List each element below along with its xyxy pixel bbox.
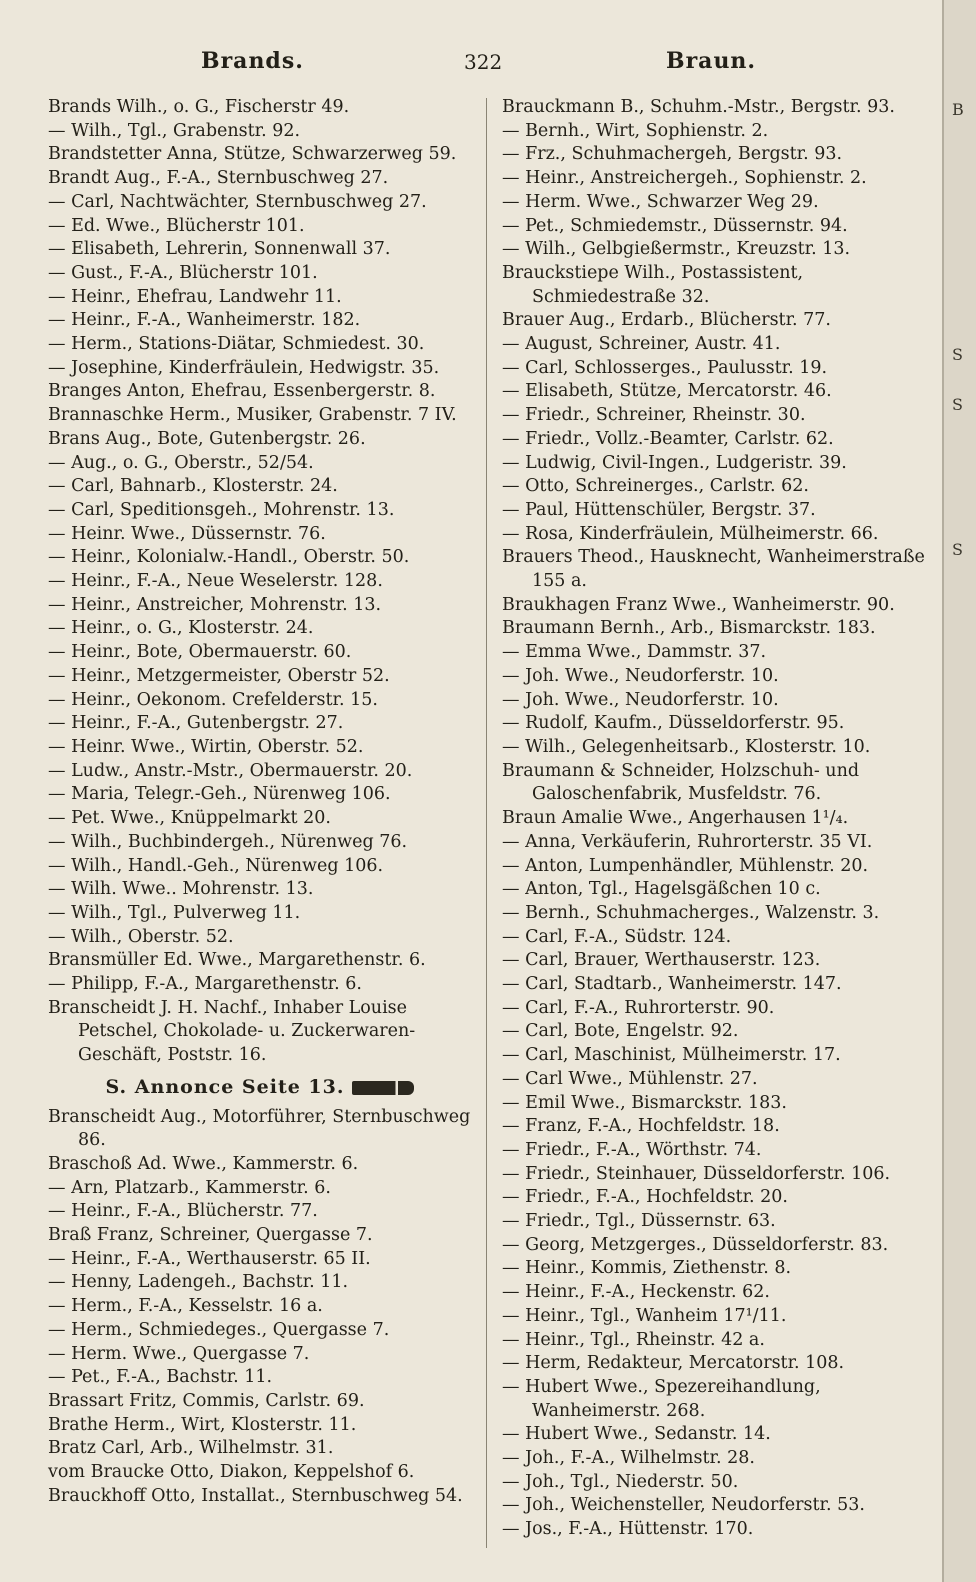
directory-entry: — Joh., Weichensteller, Neudorferstr. 53. bbox=[502, 1495, 865, 1516]
directory-entry: — Rudolf, Kaufm., Düsseldorferstr. 95. bbox=[502, 713, 845, 734]
directory-entry: — Ludw., Anstr.-Mstr., Obermauerstr. 20. bbox=[48, 760, 413, 781]
directory-entry: — Carl, F.-A., Ruhrorterstr. 90. bbox=[502, 997, 775, 1018]
directory-entry: — Heinr., F.-A., Blücherstr. 77. bbox=[48, 1201, 318, 1222]
directory-entry: — Elisabeth, Stütze, Mercatorstr. 46. bbox=[502, 381, 832, 402]
directory-entry: — Hubert Wwe., Sedanstr. 14. bbox=[502, 1424, 771, 1445]
directory-entry: — Joh., Tgl., Niederstr. 50. bbox=[502, 1471, 739, 1492]
directory-entry: — Heinr., Anstreichergeh., Sophienstr. 2. bbox=[502, 168, 867, 189]
directory-entry: Branscheidt Aug., Motorführer, Sternbuschweg 86. bbox=[48, 1106, 471, 1151]
directory-entry: — Joh. Wwe., Neudorferstr. 10. bbox=[502, 689, 779, 710]
right-entry-list bbox=[502, 96, 936, 1542]
column-divider bbox=[486, 98, 487, 1548]
directory-entry: — Carl, Bahnarb., Klosterstr. 24. bbox=[48, 476, 338, 497]
directory-entry: — Friedr., Steinhauer, Düsseldorferstr. 106. bbox=[502, 1163, 891, 1184]
directory-entry: — Josephine, Kinderfräulein, Hedwigstr. 35. bbox=[48, 357, 440, 378]
header-left-keyword: Brands. bbox=[201, 48, 304, 74]
directory-entry: — Maria, Telegr.-Geh., Nürenweg 106. bbox=[48, 784, 391, 805]
directory-entry: — Carl, Stadtarb., Wanheimerstr. 147. bbox=[502, 974, 842, 995]
directory-entry: — Wilh., Gelegenheitsarb., Klosterstr. 10. bbox=[502, 736, 871, 757]
directory-entry: — Joh., F.-A., Wilhelmstr. 28. bbox=[502, 1448, 755, 1469]
directory-entry: — Herm. Wwe., Quergasse 7. bbox=[48, 1343, 310, 1364]
directory-entry: — Emma Wwe., Dammstr. 37. bbox=[502, 642, 767, 663]
directory-entry: Bransmüller Ed. Wwe., Margarethenstr. 6. bbox=[48, 950, 426, 971]
directory-entry: Braun Amalie Wwe., Angerhausen 1¹/₄. bbox=[502, 808, 849, 829]
directory-entry: — Friedr., F.-A., Hochfeldstr. 20. bbox=[502, 1187, 788, 1208]
directory-entry: — Heinr., o. G., Klosterstr. 24. bbox=[48, 618, 314, 639]
directory-entry: Brands Wilh., o. G., Fischerstr 49. bbox=[48, 97, 350, 117]
directory-entry: — Heinr. Wwe., Wirtin, Oberstr. 52. bbox=[48, 736, 364, 757]
announcement bbox=[48, 1076, 472, 1100]
directory-entry: Braumann Bernh., Arb., Bismarckstr. 183. bbox=[502, 618, 876, 639]
directory-entry: — Gust., F.-A., Blücherstr 101. bbox=[48, 262, 318, 283]
directory-entry: — Wilh., Gelbgießermstr., Kreuzstr. 13. bbox=[502, 239, 851, 260]
directory-entry: — Anna, Verkäuferin, Ruhrorterstr. 35 VI. bbox=[502, 831, 873, 852]
directory-entry: — Pet., Schmiedemstr., Düssernstr. 94. bbox=[502, 215, 848, 236]
directory-entry: — Herm., Stations-Diätar, Schmiedest. 30. bbox=[48, 334, 425, 355]
directory-entry: — Heinr., F.-A., Heckenstr. 62. bbox=[502, 1282, 770, 1303]
adjacent-page-letter: S bbox=[952, 345, 963, 364]
directory-entry: — Joh. Wwe., Neudorferstr. 10. bbox=[502, 665, 779, 686]
directory-entry: — Heinr., Ehefrau, Landwehr 11. bbox=[48, 286, 342, 307]
directory-entry: — Heinr. Wwe., Düssernstr. 76. bbox=[48, 523, 326, 544]
directory-entry: — Heinr., Anstreicher, Mohrenstr. 13. bbox=[48, 594, 382, 615]
directory-entry: Brauers Theod., Hausknecht, Wanheimerstraße 155 a. bbox=[502, 547, 925, 592]
directory-entry: Braumann & Schneider, Holzschuh- und Galoschenfabrik, Musfeldstr. 76. bbox=[502, 760, 860, 805]
directory-entry: — Ludwig, Civil-Ingen., Ludgeristr. 39. bbox=[502, 452, 847, 473]
directory-entry: — Wilh., Tgl., Grabenstr. 92. bbox=[48, 120, 301, 141]
adjacent-page-edge bbox=[942, 0, 976, 1582]
adjacent-page-letter: B bbox=[952, 100, 964, 119]
directory-entry: — Heinr., F.-A., Werthauserstr. 65 II. bbox=[48, 1248, 371, 1269]
left-column bbox=[48, 96, 472, 1508]
directory-entry: — Carl, Nachtwächter, Sternbuschweg 27. bbox=[48, 191, 427, 212]
directory-entry: Brauckhoff Otto, Installat., Sternbuschweg 54. bbox=[48, 1485, 463, 1506]
directory-entry: — Friedr., F.-A., Wörthstr. 74. bbox=[502, 1139, 762, 1160]
directory-entry: — Heinr., Metzgermeister, Oberstr 52. bbox=[48, 665, 390, 686]
directory-entry: — Otto, Schreinerges., Carlstr. 62. bbox=[502, 476, 809, 497]
directory-entry: — Carl Wwe., Mühlenstr. 27. bbox=[502, 1068, 758, 1089]
directory-entry: Brans Aug., Bote, Gutenbergstr. 26. bbox=[48, 428, 366, 449]
directory-entry: — Bernh., Schuhmacherges., Walzenstr. 3. bbox=[502, 902, 880, 923]
directory-entry: — Carl, Maschinist, Mülheimerstr. 17. bbox=[502, 1045, 841, 1066]
directory-entry: — Aug., o. G., Oberstr., 52/54. bbox=[48, 452, 314, 473]
directory-entry: — Ed. Wwe., Blücherstr 101. bbox=[48, 215, 305, 236]
directory-entry: — Wilh., Handl.-Geh., Nürenweg 106. bbox=[48, 855, 384, 876]
directory-entry: — Georg, Metzgerges., Düsseldorferstr. 83. bbox=[502, 1234, 889, 1255]
directory-entry: — Jos., F.-A., Hüttenstr. 170. bbox=[502, 1519, 754, 1540]
directory-entry: — Emil Wwe., Bismarckstr. 183. bbox=[502, 1092, 787, 1113]
directory-entry: — Pet., F.-A., Bachstr. 11. bbox=[48, 1367, 273, 1388]
directory-entry: — Heinr., Tgl., Rheinstr. 42 a. bbox=[502, 1329, 765, 1350]
directory-entry: — Heinr., F.-A., Neue Weselerstr. 128. bbox=[48, 571, 383, 592]
directory-entry: Braukhagen Franz Wwe., Wanheimerstr. 90. bbox=[502, 594, 895, 615]
directory-entry: — Carl, Bote, Engelstr. 92. bbox=[502, 1021, 739, 1042]
directory-entry: — Wilh., Oberstr. 52. bbox=[48, 926, 234, 947]
directory-entry: Brauckstiepe Wilh., Postassistent, Schmiedestraße 32. bbox=[502, 262, 804, 307]
directory-entry: Braschoß Ad. Wwe., Kammerstr. 6. bbox=[48, 1153, 359, 1174]
left-entry-list bbox=[48, 96, 472, 1068]
directory-entry: — Heinr., Kolonialw.-Handl., Oberstr. 50. bbox=[48, 547, 410, 568]
directory-entry: Bratz Carl, Arb., Wilhelmstr. 31. bbox=[48, 1438, 334, 1459]
page-header bbox=[46, 48, 926, 80]
directory-entry: — Heinr., Kommis, Ziethenstr. 8. bbox=[502, 1258, 792, 1279]
right-column bbox=[502, 96, 936, 1542]
directory-entry: — Herm., F.-A., Kesselstr. 16 a. bbox=[48, 1296, 323, 1317]
adjacent-page-letter: S bbox=[952, 395, 963, 414]
directory-entry: — Carl, Schlosserges., Paulusstr. 19. bbox=[502, 357, 828, 378]
directory-entry: — Carl, F.-A., Südstr. 124. bbox=[502, 926, 732, 947]
directory-entry: — Paul, Hüttenschüler, Bergstr. 37. bbox=[502, 499, 816, 520]
directory-entry: — Friedr., Tgl., Düssernstr. 63. bbox=[502, 1211, 776, 1232]
directory-entry: Brandstetter Anna, Stütze, Schwarzerweg 59. bbox=[48, 144, 457, 165]
directory-entry: — Friedr., Schreiner, Rheinstr. 30. bbox=[502, 405, 806, 426]
directory-entry: Brauer Aug., Erdarb., Blücherstr. 77. bbox=[502, 310, 831, 331]
directory-entry: — Friedr., Vollz.-Beamter, Carlstr. 62. bbox=[502, 428, 834, 449]
directory-entry: — Rosa, Kinderfräulein, Mülheimerstr. 66. bbox=[502, 523, 879, 544]
directory-entry: — Herm, Redakteur, Mercatorstr. 108. bbox=[502, 1353, 845, 1374]
directory-entry: — Bernh., Wirt, Sophienstr. 2. bbox=[502, 120, 769, 141]
directory-entry: — Heinr., Oekonom. Crefelderstr. 15. bbox=[48, 689, 378, 710]
directory-entry: — Anton, Tgl., Hagelsgäßchen 10 c. bbox=[502, 879, 821, 900]
directory-entry: — Carl, Speditionsgeh., Mohrenstr. 13. bbox=[48, 499, 395, 520]
directory-entry: — Anton, Lumpenhändler, Mühlenstr. 20. bbox=[502, 855, 869, 876]
directory-entry: — Philipp, F.-A., Margarethenstr. 6. bbox=[48, 974, 362, 995]
directory-entry: Brauckmann B., Schuhm.-Mstr., Bergstr. 93. bbox=[502, 97, 895, 117]
directory-entry: — Heinr., F.-A., Wanheimerstr. 182. bbox=[48, 310, 361, 331]
directory-entry: — Heinr., Bote, Obermauerstr. 60. bbox=[48, 642, 352, 663]
directory-entry: — Wilh., Tgl., Pulverweg 11. bbox=[48, 902, 301, 923]
adjacent-page-letter: S bbox=[952, 540, 963, 559]
directory-entry: — Carl, Brauer, Werthauserstr. 123. bbox=[502, 950, 821, 971]
left-entry-list-continued bbox=[48, 1106, 472, 1509]
directory-entry: — Wilh. Wwe.. Mohrenstr. 13. bbox=[48, 879, 314, 900]
directory-entry: — August, Schreiner, Austr. 41. bbox=[502, 334, 781, 355]
directory-entry: — Pet. Wwe., Knüppelmarkt 20. bbox=[48, 808, 331, 829]
page-number: 322 bbox=[464, 50, 503, 74]
header-right-keyword: Braun. bbox=[666, 48, 757, 74]
directory-entry: — Herm. Wwe., Schwarzer Weg 29. bbox=[502, 191, 819, 212]
directory-entry: vom Braucke Otto, Diakon, Keppelshof 6. bbox=[48, 1462, 415, 1483]
directory-entry: Brannaschke Herm., Musiker, Grabenstr. 7 IV. bbox=[48, 405, 457, 426]
directory-entry: — Frz., Schuhmachergeh, Bergstr. 93. bbox=[502, 144, 843, 165]
directory-entry: — Henny, Ladengeh., Bachstr. 11. bbox=[48, 1272, 349, 1293]
directory-entry: — Franz, F.-A., Hochfeldstr. 18. bbox=[502, 1116, 780, 1137]
directory-entry: — Hubert Wwe., Spezereihandlung, Wanheimerstr. 268. bbox=[502, 1376, 821, 1421]
directory-entry: — Arn, Platzarb., Kammerstr. 6. bbox=[48, 1177, 331, 1198]
directory-entry: Branscheidt J. H. Nachf., Inhaber Louise Petschel, Chokolade- u. Zuckerwaren-Geschäft, Poststr. 16. bbox=[48, 997, 416, 1066]
directory-entry: Braß Franz, Schreiner, Quergasse 7. bbox=[48, 1225, 373, 1246]
directory-entry: Brandt Aug., F.-A., Sternbuschweg 27. bbox=[48, 168, 389, 189]
directory-entry: Brassart Fritz, Commis, Carlstr. 69. bbox=[48, 1390, 365, 1411]
directory-entry: — Wilh., Buchbindergeh., Nürenweg 76. bbox=[48, 831, 408, 852]
directory-entry: — Heinr., Tgl., Wanheim 17¹/11. bbox=[502, 1305, 787, 1326]
announcement-text: S. Annonce Seite 13. bbox=[105, 1075, 345, 1098]
directory-entry: — Herm., Schmiedeges., Quergasse 7. bbox=[48, 1319, 390, 1340]
directory-entry: — Heinr., F.-A., Gutenbergstr. 27. bbox=[48, 713, 344, 734]
directory-entry: Brathe Herm., Wirt, Klosterstr. 11. bbox=[48, 1414, 357, 1435]
directory-entry: Branges Anton, Ehefrau, Essenbergerstr. 8. bbox=[48, 381, 436, 402]
directory-entry: — Elisabeth, Lehrerin, Sonnenwall 37. bbox=[48, 239, 391, 260]
pointing-hand-icon bbox=[352, 1081, 414, 1095]
